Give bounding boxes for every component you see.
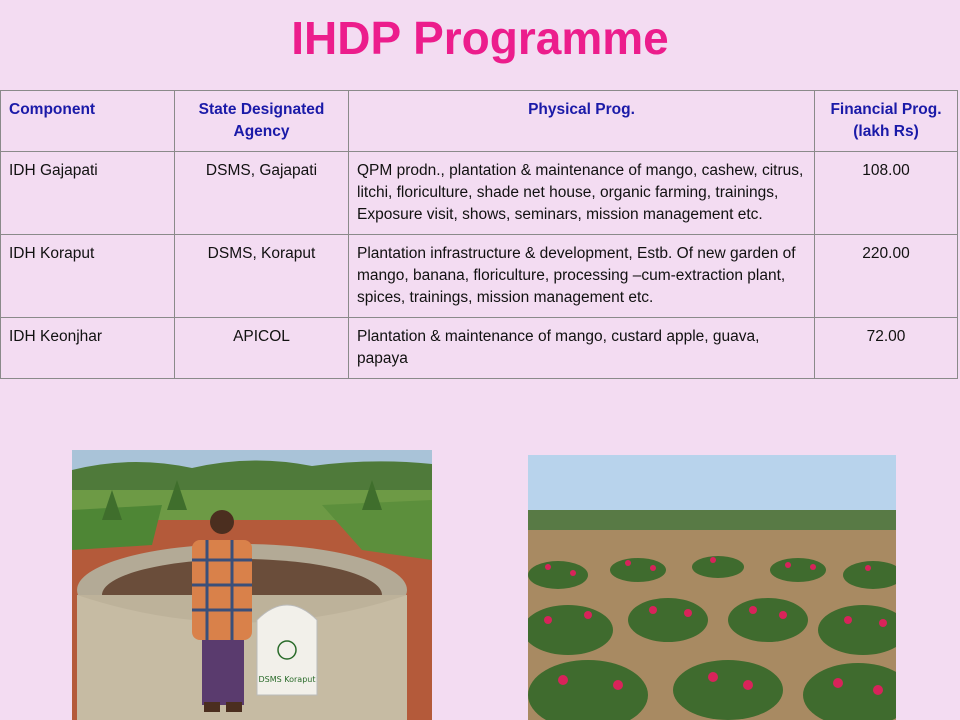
cell-financial: 220.00: [815, 235, 958, 318]
cell-physical: Plantation infrastructure & development, Estb. Of new garden of mango, banana, floriculture, processing –cum-extraction plant, spices, trainings, mission management etc.: [349, 235, 815, 318]
header-agency: State Designated Agency: [175, 91, 349, 152]
cell-financial: 72.00: [815, 318, 958, 379]
header-financial: Financial Prog. (lakh Rs): [815, 91, 958, 152]
header-component: Component: [1, 91, 175, 152]
photo-rose-field: [528, 455, 896, 720]
well-sign-text: DSMS Koraput: [258, 675, 316, 684]
cell-component: IDH Keonjhar: [1, 318, 175, 379]
table-row: [1, 318, 958, 379]
table-header-row: [1, 91, 958, 152]
page-title: IHDP Programme: [291, 12, 669, 64]
cell-component: IDH Koraput: [1, 235, 175, 318]
photo-rose-field-image: [528, 455, 896, 720]
cell-agency: DSMS, Koraput: [175, 235, 349, 318]
cell-component: IDH Gajapati: [1, 152, 175, 235]
photo-well-site: [72, 450, 432, 720]
table-row: [1, 152, 958, 235]
photo-well-site-image: [72, 450, 432, 720]
cell-physical: Plantation & maintenance of mango, custard apple, guava, papaya: [349, 318, 815, 379]
table-row: [1, 235, 958, 318]
cell-financial: 108.00: [815, 152, 958, 235]
cell-agency: APICOL: [175, 318, 349, 379]
cell-physical: QPM prodn., plantation & maintenance of mango, cashew, citrus, litchi, floriculture, shade net house, organic farming, trainings, Exposure visit, shows, seminars, mission management etc.: [349, 152, 815, 235]
cell-agency: DSMS, Gajapati: [175, 152, 349, 235]
header-physical: Physical Prog.: [349, 91, 815, 152]
programme-table: [0, 90, 958, 379]
